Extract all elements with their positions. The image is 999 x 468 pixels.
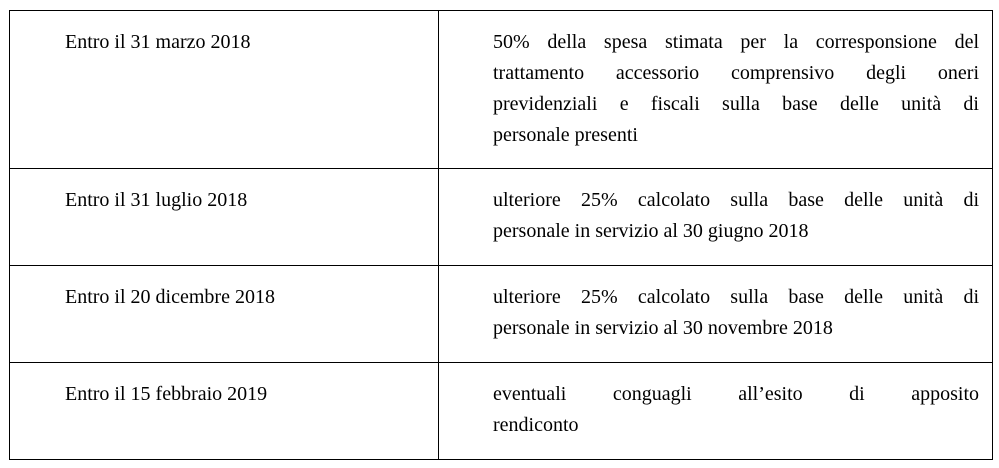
description-line: eventuali conguagli all’esito di apposito	[493, 383, 979, 405]
deadline-cell	[10, 169, 439, 266]
description-line: personale in servizio al 30 giugno 2018	[493, 220, 809, 242]
description-cell	[439, 363, 993, 460]
deadline-cell	[10, 363, 439, 460]
deadline-text: Entro il 31 marzo 2018	[65, 31, 251, 53]
deadline-text: Entro il 31 luglio 2018	[65, 189, 248, 211]
description-line: ulteriore 25% calcolato sulla base delle unità di	[493, 189, 979, 211]
payment-schedule-table	[9, 10, 993, 460]
description-cell	[439, 266, 993, 363]
description-line: 50% della spesa stimata per la corresponsione del	[493, 31, 979, 53]
deadline-text: Entro il 20 dicembre 2018	[65, 286, 275, 308]
deadline-text: Entro il 15 febbraio 2019	[65, 383, 268, 405]
table-row	[10, 266, 993, 363]
description-line: rendiconto	[493, 414, 579, 436]
table-row	[10, 169, 993, 266]
description-line: personale in servizio al 30 novembre 2018	[493, 317, 833, 339]
description-cell	[439, 169, 993, 266]
description-cell	[439, 11, 993, 169]
description-line: personale presenti	[493, 124, 638, 146]
deadline-cell	[10, 11, 439, 169]
description-line: trattamento accessorio comprensivo degli oneri	[493, 62, 979, 84]
table-row	[10, 363, 993, 460]
table-row	[10, 11, 993, 169]
deadline-cell	[10, 266, 439, 363]
description-line: ulteriore 25% calcolato sulla base delle unità di	[493, 286, 979, 308]
description-line: previdenziali e fiscali sulla base delle unità di	[493, 93, 979, 115]
